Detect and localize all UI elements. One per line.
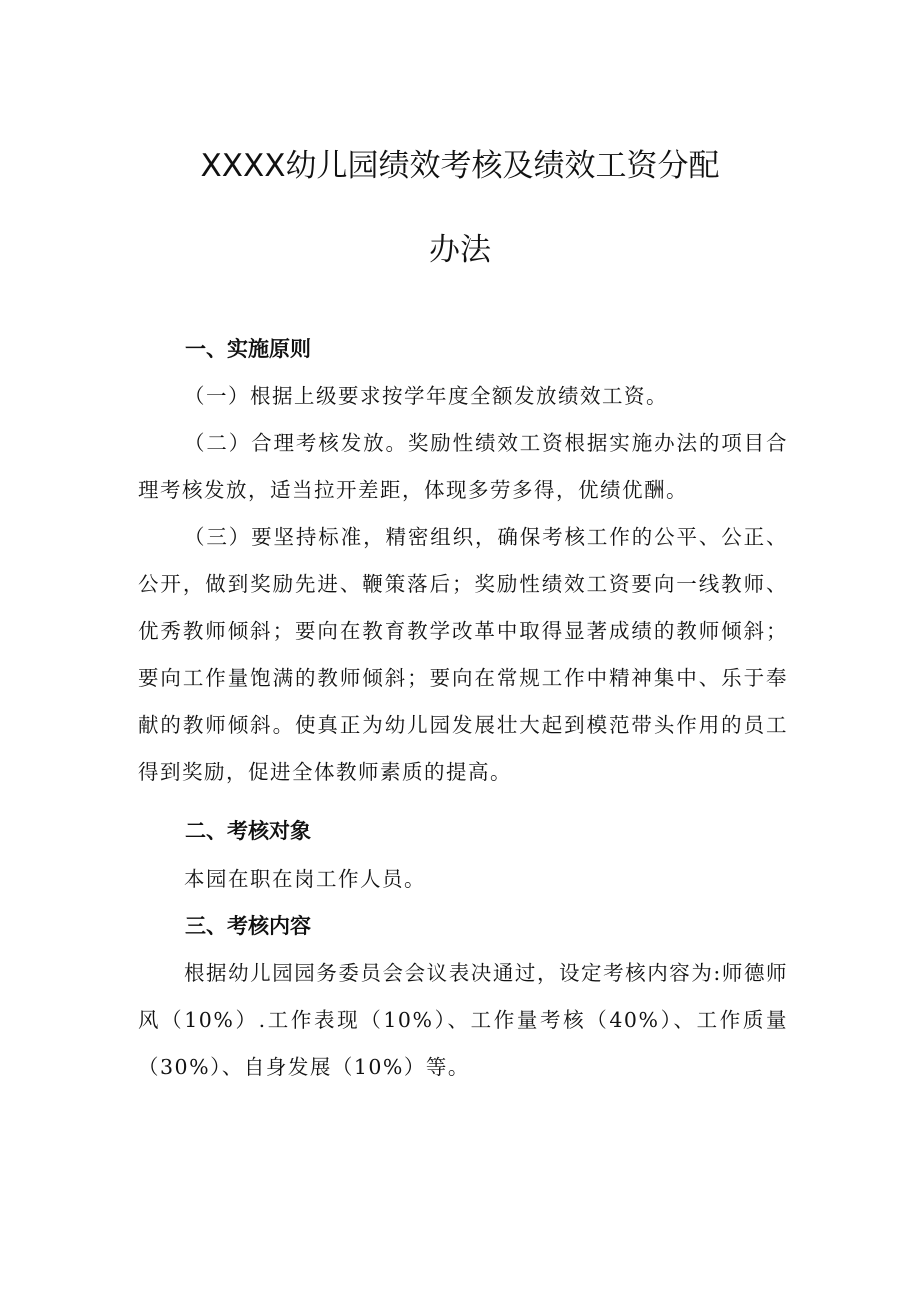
paragraph: 根据幼儿园园务委员会会议表决通过，设定考核内容为:师德师风（10%）.工作表现（10%）、工作量考核（40%）、工作质量（30%）、自身发展（10%）等。 bbox=[138, 961, 788, 1079]
section-heading-1: 一、实施原则 bbox=[185, 337, 311, 361]
section-heading-3: 三、考核内容 bbox=[185, 914, 311, 938]
paragraph: （三）要坚持标准，精密组织，确保考核工作的公平、公正、公开，做到奖励先进、鞭策落后；奖励性绩效工资要向一线教师、优秀教师倾斜；要向在教育教学改革中取得显著成绩的教师倾斜；要向工作量饱满的教师倾斜；要向在常规工作中精神集中、乐于奉献的教师倾斜。使真正为幼儿园发展壮大起到模范带头作用的员工得到奖励，促进全体教师素质的提高。 bbox=[138, 525, 788, 784]
section-2-body bbox=[138, 856, 788, 903]
paragraph: （一）根据上级要求按学年度全额发放绩效工资。 bbox=[184, 384, 668, 408]
paragraph: 本园在职在岗工作人员。 bbox=[184, 867, 426, 891]
document-title-line-1: XXXX幼儿园绩效考核及绩效工资分配 bbox=[200, 148, 720, 184]
section-heading-2: 二、考核对象 bbox=[185, 819, 311, 843]
section-1-body bbox=[138, 373, 788, 796]
section-3-body bbox=[138, 950, 788, 1091]
paragraph: （二）合理考核发放。奖励性绩效工资根据实施办法的项目合理考核发放，适当拉开差距，体现多劳多得，优绩优酬。 bbox=[138, 431, 788, 502]
document-title-line-2: 办法 bbox=[429, 232, 491, 268]
